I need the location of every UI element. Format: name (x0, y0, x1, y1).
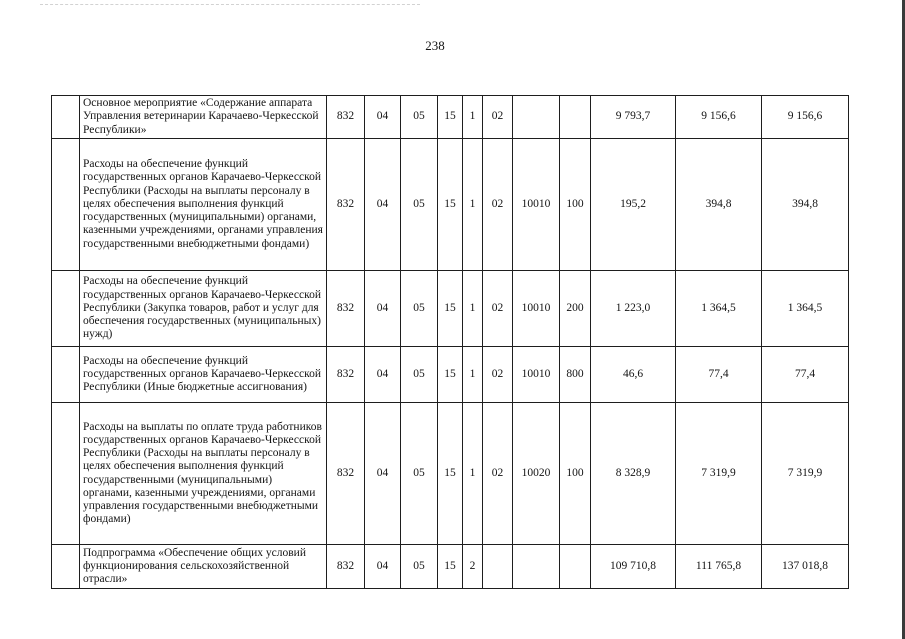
measure-cell: 02 (483, 271, 513, 347)
expense-type-cell (560, 545, 591, 589)
subsection-cell: 05 (401, 139, 438, 271)
amount-year2-cell: 9 156,6 (676, 96, 762, 139)
measure-cell: 02 (483, 347, 513, 403)
table-row (52, 403, 849, 545)
program-cell: 15 (438, 347, 463, 403)
amount-year2-cell: 394,8 (676, 139, 762, 271)
expense-type-cell: 100 (560, 403, 591, 545)
amount-year1-cell: 8 328,9 (591, 403, 676, 545)
amount-year3-cell: 394,8 (762, 139, 849, 271)
subsection-cell: 05 (401, 545, 438, 589)
gr-code-cell: 832 (327, 403, 365, 545)
amount-year3-cell: 137 018,8 (762, 545, 849, 589)
amount-year3-cell: 1 364,5 (762, 271, 849, 347)
table-row (52, 271, 849, 347)
expense-type-cell: 100 (560, 139, 591, 271)
amount-year1-cell: 46,6 (591, 347, 676, 403)
item-name-cell: Расходы на обеспечение функций государственных органов Карачаево-Черкесской Республики (Закупка товаров, работ и услуг для обеспечения государственных (муниципальных) нужд) (80, 271, 327, 347)
section-cell: 04 (365, 347, 401, 403)
table-row (52, 96, 849, 139)
subprogram-cell: 1 (463, 271, 483, 347)
row-number-cell (52, 347, 80, 403)
expense-type-cell: 200 (560, 271, 591, 347)
direction-cell: 10010 (513, 139, 560, 271)
direction-cell (513, 545, 560, 589)
measure-cell: 02 (483, 139, 513, 271)
direction-cell (513, 96, 560, 139)
subsection-cell: 05 (401, 96, 438, 139)
amount-year1-cell: 9 793,7 (591, 96, 676, 139)
subprogram-cell: 1 (463, 96, 483, 139)
program-cell: 15 (438, 139, 463, 271)
subsection-cell: 05 (401, 403, 438, 545)
row-number-cell (52, 403, 80, 545)
direction-cell: 10010 (513, 271, 560, 347)
subprogram-cell: 1 (463, 403, 483, 545)
scan-artifact-line (40, 4, 420, 5)
section-cell: 04 (365, 139, 401, 271)
amount-year1-cell: 109 710,8 (591, 545, 676, 589)
program-cell: 15 (438, 271, 463, 347)
program-cell: 15 (438, 545, 463, 589)
item-name-cell: Расходы на выплаты по оплате труда работников государственных органов Карачаево-Черкесской Республики (Расходы на выплаты персоналу в целях обеспечения выполнения функций государственными (муниципальными) органами, казенными учреждениями, органами управления государственными внебюджетными фондами) (80, 403, 327, 545)
direction-cell: 10020 (513, 403, 560, 545)
amount-year2-cell: 111 765,8 (676, 545, 762, 589)
direction-cell: 10010 (513, 347, 560, 403)
gr-code-cell: 832 (327, 271, 365, 347)
page-number: 238 (425, 38, 445, 53)
amount-year3-cell: 9 156,6 (762, 96, 849, 139)
measure-cell (483, 545, 513, 589)
expense-type-cell: 800 (560, 347, 591, 403)
row-number-cell (52, 139, 80, 271)
row-number-cell (52, 271, 80, 347)
table-row (52, 347, 849, 403)
gr-code-cell: 832 (327, 545, 365, 589)
subsection-cell: 05 (401, 271, 438, 347)
item-name-cell: Расходы на обеспечение функций государственных органов Карачаево-Черкесской Республики (Иные бюджетные ассигнования) (80, 347, 327, 403)
amount-year2-cell: 77,4 (676, 347, 762, 403)
subsection-cell: 05 (401, 347, 438, 403)
table-row (52, 545, 849, 589)
section-cell: 04 (365, 96, 401, 139)
amount-year3-cell: 77,4 (762, 347, 849, 403)
amount-year3-cell: 7 319,9 (762, 403, 849, 545)
section-cell: 04 (365, 545, 401, 589)
row-number-cell (52, 545, 80, 589)
section-cell: 04 (365, 403, 401, 545)
table-body (52, 96, 849, 589)
section-cell: 04 (365, 271, 401, 347)
item-name-cell: Расходы на обеспечение функций государственных органов Карачаево-Черкесской Республики (Расходы на выплаты персоналу в целях обеспечения выполнения функций государственных (муниципальными) органами, казенными учреждениями, органами управления государственными внебюджетными фондами) (80, 139, 327, 271)
table-row (52, 139, 849, 271)
gr-code-cell: 832 (327, 139, 365, 271)
gr-code-cell: 832 (327, 347, 365, 403)
gr-code-cell: 832 (327, 96, 365, 139)
amount-year1-cell: 195,2 (591, 139, 676, 271)
measure-cell: 02 (483, 403, 513, 545)
amount-year1-cell: 1 223,0 (591, 271, 676, 347)
amount-year2-cell: 7 319,9 (676, 403, 762, 545)
program-cell: 15 (438, 96, 463, 139)
amount-year2-cell: 1 364,5 (676, 271, 762, 347)
subprogram-cell: 2 (463, 545, 483, 589)
item-name-cell: Подпрограмма «Обеспечение общих условий функционирования сельскохозяйственной отрасли» (80, 545, 327, 589)
row-number-cell (52, 96, 80, 139)
program-cell: 15 (438, 403, 463, 545)
expense-type-cell (560, 96, 591, 139)
item-name-cell: Основное мероприятие «Содержание аппарата Управления ветеринарии Карачаево-Черкесской Республики» (80, 96, 327, 139)
measure-cell: 02 (483, 96, 513, 139)
subprogram-cell: 1 (463, 347, 483, 403)
subprogram-cell: 1 (463, 139, 483, 271)
budget-table (51, 95, 849, 589)
